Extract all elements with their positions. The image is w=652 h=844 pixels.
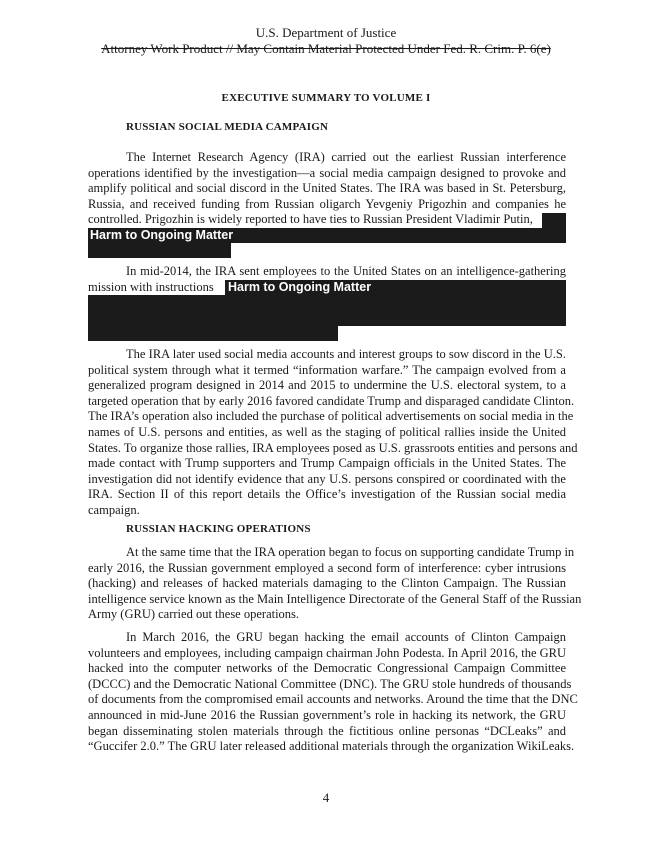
text-line: (hacking) and releases of hacked materials damaging to the Clinton Campaign. The Russian xyxy=(88,576,566,591)
redaction-label: Harm to Ongoing Matter xyxy=(90,228,234,242)
text-line: early 2016, the Russian government employed a second form of interference: cyber intrusions xyxy=(88,560,566,575)
text-line: “Guccifer 2.0.” The GRU later released additional materials through the organization WikiLeaks. xyxy=(88,739,575,754)
text-line: hacked into the computer networks of the Democratic Congressional Campaign Committee xyxy=(88,661,566,676)
text-line: Russia, and received funding from Russian oligarch Yevgeniy Prigozhin and companies he xyxy=(88,196,566,211)
page-number: 4 xyxy=(322,790,330,805)
text-line: names of U.S. persons and entities, as well as the staging of political rallies inside the United xyxy=(88,425,566,439)
text-line: made contact with Trump supporters and Trump Campaign officials in the United States. The xyxy=(88,456,566,471)
text-line: of documents from the compromised email accounts and networks. Around the time that the DNC xyxy=(88,692,578,707)
protective-marking: Attorney Work Product // May Contain Material Protected Under Fed. R. Crim. P. 6(e) xyxy=(101,41,551,56)
text-line: (DCCC) and the Democratic National Committee (DNC). The GRU stole hundreds of thousands xyxy=(88,676,572,691)
text-line: In March 2016, the GRU began hacking the email accounts of Clinton Campaign xyxy=(126,630,566,644)
page-title: EXECUTIVE SUMMARY TO VOLUME I xyxy=(221,92,431,104)
text-line: announced in mid-June 2016 the Russian government’s role in hacking its network, the GRU xyxy=(88,708,566,722)
text-line: began disseminating stolen materials through the fictitious online personas “DCLeaks” and xyxy=(88,723,566,738)
text-line: amplify political and social discord in the United States. The IRA was based in St. Petersburg, xyxy=(88,181,566,196)
text-line: The IRA’s operation also included the purchase of political advertisements on social media in the xyxy=(88,409,574,424)
redaction-block xyxy=(88,326,338,341)
text-line: The Internet Research Agency (IRA) carried out the earliest Russian interference xyxy=(126,150,566,164)
text-line: intelligence service known as the Main Intelligence Directorate of the General Staff of the Russian xyxy=(88,591,582,606)
text-line: At the same time that the IRA operation began to focus on supporting candidate Trump in xyxy=(126,545,575,559)
text-line: investigation did not identify evidence that any U.S. persons conspired or coordinated with the xyxy=(88,471,566,486)
text-line: controlled. Prigozhin is widely reported to have ties to Russian President Vladimir Putin, xyxy=(88,212,533,227)
redaction-block xyxy=(542,213,566,228)
text-line: political system through what it termed “information warfare.” The campaign evolved from a xyxy=(88,362,566,377)
redaction-block xyxy=(88,243,231,258)
text-line: Army (GRU) carried out these operations. xyxy=(88,607,300,622)
text-line: operations identified by the investigation—a social media campaign designed to provoke and xyxy=(88,165,566,180)
text-line: mission with instructions xyxy=(88,279,214,294)
redaction-block xyxy=(88,295,566,326)
text-line: IRA. Section II of this report details the Office’s investigation of the Russian social media xyxy=(88,487,566,502)
section-heading-social-media: RUSSIAN SOCIAL MEDIA CAMPAIGN xyxy=(126,121,329,133)
section-heading-hacking: RUSSIAN HACKING OPERATIONS xyxy=(126,523,311,535)
text-line: The IRA later used social media accounts and interest groups to sow discord in the U.S. xyxy=(126,347,566,361)
text-line: States. To organize those rallies, IRA employees posed as U.S. grassroots entities and persons and xyxy=(88,440,578,455)
text-line: volunteers and employees, including campaign chairman John Podesta. In April 2016, the GRU xyxy=(88,645,567,660)
department-header: U.S. Department of Justice xyxy=(255,25,397,40)
redaction-label: Harm to Ongoing Matter xyxy=(228,280,372,294)
text-line: In mid-2014, the IRA sent employees to the United States on an intelligence-gathering xyxy=(126,264,566,278)
text-line: campaign. xyxy=(88,503,140,517)
text-line: generalized program designed in 2014 and 2015 to undermine the U.S. electoral system, to a xyxy=(88,378,566,393)
text-line: targeted operation that by early 2016 favored candidate Trump and disparaged candidate Clinton. xyxy=(88,393,575,408)
